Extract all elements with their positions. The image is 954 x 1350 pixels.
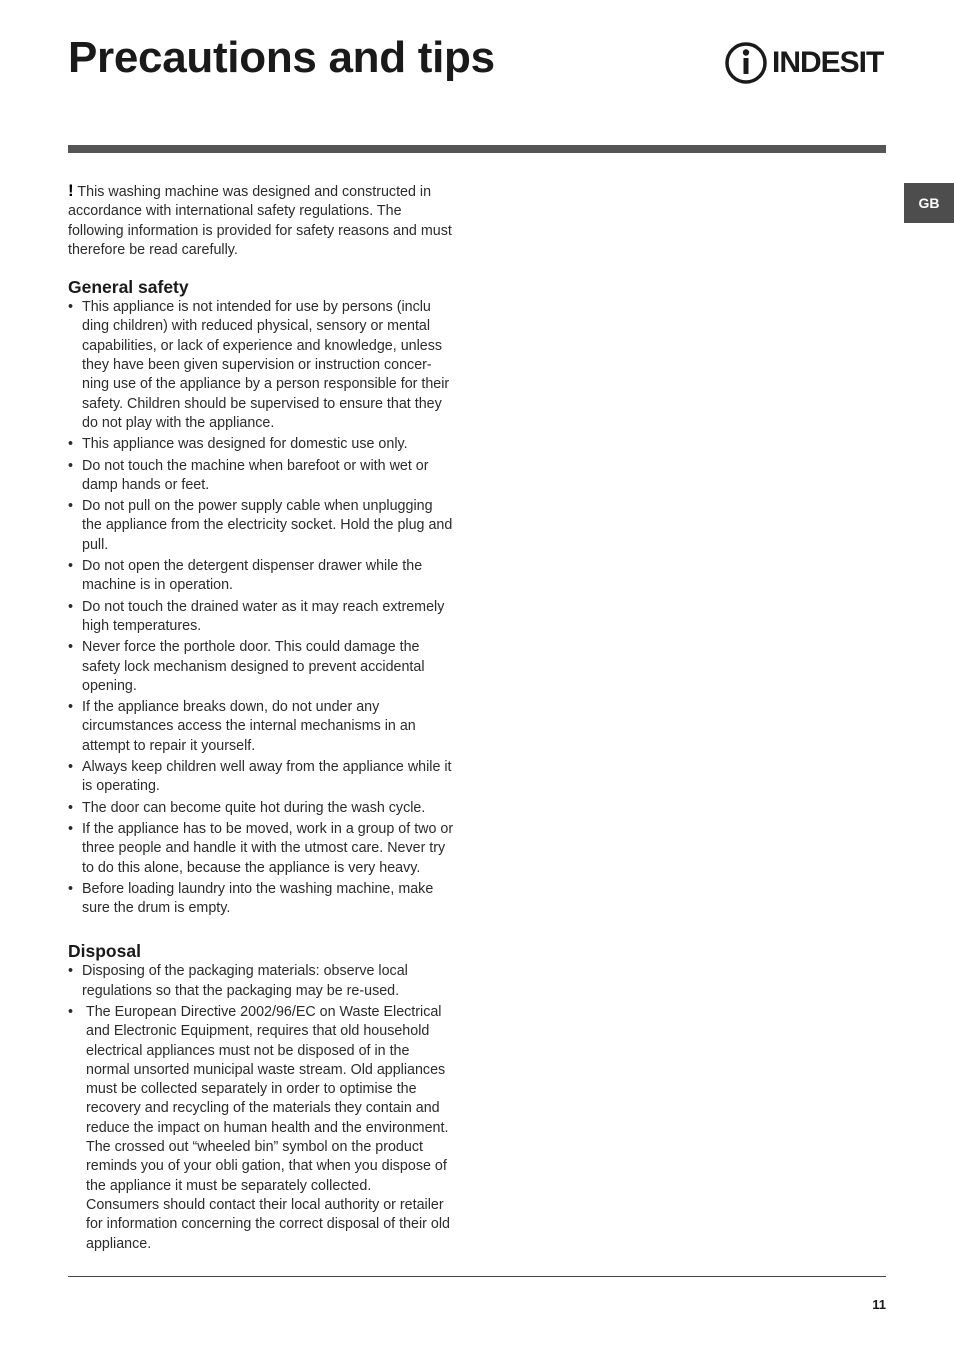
list-item-text: This appliance is not intended for use by persons (inclu ding children) with reduced physical, sensory or mental capabilities, or lack of experience and knowledge, unless they have been given supervision or instruction concer- ning use of the appliance by a person responsible for their safety. Children should be supervised to ensure that they do not play with the appliance. — [82, 299, 450, 431]
list-item-text: Always keep children well away from the appliance while it is operating. — [82, 759, 452, 795]
bullet: • — [68, 639, 74, 656]
list-item — [68, 820, 456, 878]
bullet: • — [68, 598, 74, 615]
list-item-text: Do not pull on the power supply cable when unplugging the appliance from the electricity socket. Hold the plug and pull. — [82, 498, 453, 553]
page-title: Precautions and tips — [68, 33, 495, 82]
brand-wordmark: INDESIT — [772, 46, 884, 79]
list-item — [68, 962, 456, 1001]
bullet: • — [68, 820, 74, 837]
indesit-logo-icon — [724, 40, 768, 86]
bullet: • — [68, 457, 74, 474]
bullet: • — [68, 498, 74, 515]
list-item — [68, 638, 456, 696]
bullet: • — [68, 436, 74, 453]
list-item — [68, 497, 456, 555]
list-item — [68, 457, 456, 496]
list-item-text: If the appliance breaks down, do not under any circumstances access the internal mechanisms in an attempt to repair it yourself. — [82, 699, 416, 754]
list-item — [68, 298, 456, 433]
bullet: • — [68, 963, 74, 980]
general-safety-heading: General safety — [68, 277, 189, 298]
list-item — [68, 880, 456, 919]
header-rule — [68, 145, 886, 153]
page-number: 11 — [872, 1297, 886, 1312]
list-item-text: The European Directive 2002/96/EC on Waste Electrical and Electronic Equipment, requires that old household electrical appliances must not be disposed of in the normal unsorted municipal waste stream. Old appliances must be collected separately in order to optimise the recovery and recycling of the materials they contain and reduce the impact on human health and the environment. The crossed out “wheeled bin” symbol on the product reminds you of your obli gation, that when you dispose of the appliance it must be separately collected. — [86, 1003, 449, 1194]
bullet: • — [68, 799, 74, 816]
general-safety-list — [68, 298, 456, 918]
list-item — [68, 435, 456, 454]
bullet: • — [68, 759, 74, 776]
list-item-text: Never force the porthole door. This could damage the safety lock mechanism designed to prevent accidental opening. — [82, 639, 425, 694]
disposal-heading: Disposal — [68, 941, 141, 962]
list-item — [68, 799, 456, 818]
brand-logo — [724, 40, 886, 86]
disposal-note: Consumers should contact their local authority or retailer for information concerning the correct disposal of their old appliance. — [86, 1196, 450, 1252]
list-item-text: Do not open the detergent dispenser drawer while the machine is in operation. — [82, 558, 423, 594]
intro-text: This washing machine was designed and constructed in accordance with international safety regulations. The following information is provided for safety reasons and must therefore be read carefully. — [68, 184, 452, 258]
list-item — [68, 1003, 456, 1254]
bullet: • — [68, 1003, 74, 1020]
warning-mark: ! — [68, 181, 74, 200]
bullet: • — [68, 299, 74, 316]
bullet: • — [68, 880, 74, 897]
list-item-text: Before loading laundry into the washing machine, make sure the drum is empty. — [82, 880, 434, 917]
list-item-text: The door can become quite hot during the wash cycle. — [82, 799, 426, 816]
list-item-text: If the appliance has to be moved, work in a group of two or three people and handle it with the utmost care. Never try to do this alone, because the appliance is very heavy. — [82, 820, 454, 876]
list-item — [68, 698, 456, 756]
intro-paragraph — [68, 181, 456, 260]
list-item — [68, 598, 456, 637]
list-item-text: Do not touch the machine when barefoot or with wet or damp hands or feet. — [82, 457, 429, 493]
list-item — [68, 758, 456, 797]
disposal-list — [68, 962, 456, 1253]
list-item-text: This appliance was designed for domestic use only. — [82, 436, 408, 453]
main-content — [68, 181, 456, 1256]
list-item — [68, 557, 456, 596]
footer-rule — [68, 1276, 886, 1277]
list-item-text: Do not touch the drained water as it may reach extremely high temperatures. — [82, 598, 445, 634]
list-item-text: Disposing of the packaging materials: observe local regulations so that the packaging may be re-used. — [82, 963, 408, 999]
bullet: • — [68, 558, 74, 575]
bullet: • — [68, 699, 74, 716]
language-tab: GB — [904, 183, 954, 223]
